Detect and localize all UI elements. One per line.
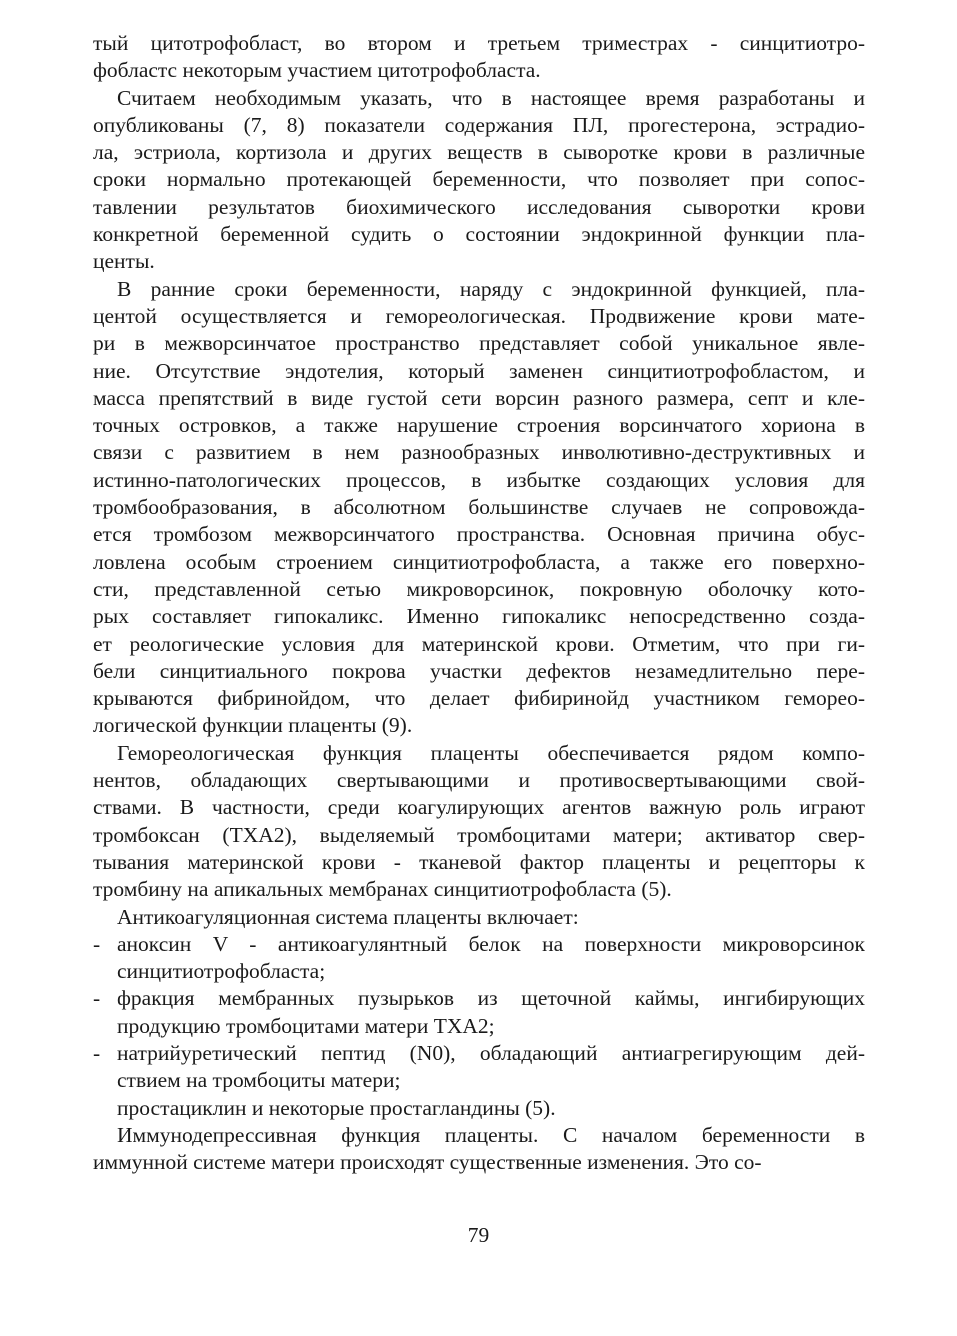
text-line: тавлении результатов биохимического исследования сыворотки крови (93, 194, 865, 219)
list-marker: - (93, 1040, 101, 1065)
list-item (93, 1095, 865, 1122)
text-line: нентов, обладающих свертывающими и противосвертывающими свой- (93, 768, 865, 793)
text-line: ет реологические условия для материнской крови. Отметим, что при ги- (93, 631, 865, 656)
text-line: тромбину на апикальных мембранах синцитиотрофобласта (5). (93, 877, 672, 902)
list-item (93, 931, 865, 986)
text-line: масса препятствий в виде густой сети ворсин разного размера, септ и кле- (93, 385, 865, 410)
text-line: продукцию тромбоцитами матери ТХА2; (117, 1013, 495, 1038)
text-line: синцитиотрофобласта; (117, 959, 326, 984)
text-line: Гемореологическая функция плаценты обеспечивается рядом компо- (117, 740, 865, 765)
text-line: крываются фибринойдом, что делает фибиринойд участником гемореo- (93, 686, 865, 711)
text-line: тывания материнской крови - тканевой фактор плаценты и рецепторы к (93, 849, 865, 874)
text-line: точных островков, а также нарушение строения ворсинчатого хориона в (93, 413, 865, 438)
text-line: центой осуществляется и гемореологическая. Продвижение крови мате- (93, 303, 865, 328)
paragraph (93, 85, 865, 276)
text-line: центы. (93, 249, 155, 274)
paragraph (93, 904, 865, 931)
text-line: ствами. В частности, среди коагулирующих агентов важную роль играют (93, 795, 865, 820)
text-line: ется тромбозом межворсинчатого пространства. Основная причина обус- (93, 522, 865, 547)
list-item (93, 1040, 865, 1095)
page-number: 79 (467, 1223, 490, 1247)
document-body (93, 30, 865, 931)
list-marker: - (93, 931, 101, 956)
text-line: ла, эстриола, кортизола и других веществ в сыворотке крови в различные (93, 140, 865, 165)
text-line: Иммунодепрессивная функция плаценты. С началом беременности в (117, 1122, 865, 1147)
paragraph (93, 740, 865, 904)
text-line: тый цитотрофобласт, во втором и третьем триместрах - синцитиотро- (93, 31, 865, 55)
list-marker (93, 1095, 117, 1122)
text-line: связи с развитием в нем разнообразных инволютивно-деструктивных и (93, 440, 865, 465)
text-line: фобластс некоторым участием цитотрофобласта. (93, 58, 541, 83)
text-line: фракция мембранных пузырьков из щеточной каймы, ингибирующих (117, 986, 865, 1011)
list-item-text (117, 1095, 865, 1122)
text-line: сроки нормально протекающей беременности, что позволяет при сопос- (93, 167, 865, 192)
closing-paragraph (93, 1122, 865, 1177)
text-line: истинно-патологических процессов, в избытке создающих условия для (93, 467, 865, 492)
list-marker: - (93, 986, 101, 1011)
text-line: Антикоагуляционная система плаценты включает: (117, 904, 579, 929)
text-line: Считаем необходимым указать, что в настоящее время разработаны и (117, 85, 865, 110)
text-line: натрийуретический пептид (N0), обладающий антиагрегирующим дей- (117, 1040, 865, 1065)
text-line: ствием на тромбоциты матери; (117, 1068, 401, 1093)
text-line: ловлена особым строением синцитиотрофобласта, а также его поверхно- (93, 549, 865, 574)
text-line: сти, представленной сетью микроворсинок, покровную оболочку кото- (93, 576, 865, 601)
text-line: тромбообразования, в абсолютном большинстве случаев не сопровожда- (93, 495, 865, 520)
list-item-text (117, 985, 865, 1040)
text-line: ние. Отсутствие эндотелия, который заменен синцитиотрофобластом, и (93, 358, 865, 383)
list-item-text (117, 1040, 865, 1095)
text-line: аноксин V - антикоагулянтный белок на поверхности микроворсинок (117, 931, 865, 956)
text-line: рых составляет гипокаликс. Именно гипокаликс непосредственно созда- (93, 604, 865, 629)
text-line: логической функции плаценты (9). (93, 713, 413, 738)
bullet-list (93, 931, 865, 1122)
document-page (93, 30, 865, 1176)
text-line: В ранние сроки беременности, наряду с эндокринной функцией, пла- (117, 276, 865, 301)
text-line: опубликованы (7, 8) показатели содержания ПЛ, прогестерона, эстрадио- (93, 112, 865, 137)
text-line: простациклин и некоторые простагландины (5). (117, 1095, 556, 1120)
text-line: конкретной беременной судить о состоянии эндокринной функции пла- (93, 222, 865, 247)
text-line: иммунной системе матери происходят существенные изменения. Это со- (93, 1150, 762, 1175)
list-item-text (117, 931, 865, 986)
paragraph (93, 30, 865, 85)
paragraph (93, 276, 865, 740)
text-line: бели синцитиального покрова участки дефектов незамедлительно пере- (93, 658, 865, 683)
text-line: ри в межворсинчатое пространство представляет собой уникальное явле- (93, 331, 865, 356)
text-line: тромбоксан (ТХА2), выделяемый тромбоцитами матери; активатор свер- (93, 822, 865, 847)
list-item (93, 985, 865, 1040)
